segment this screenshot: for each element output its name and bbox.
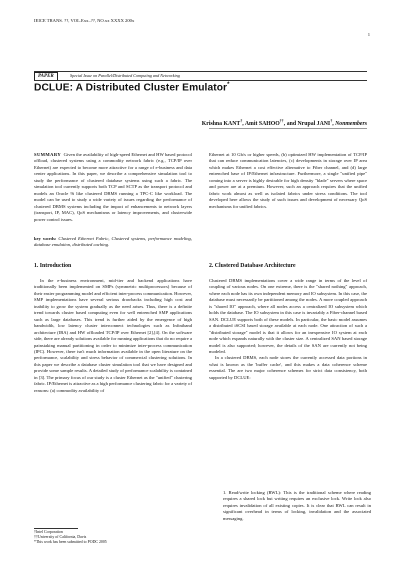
abstract-label: SUMMARY <box>34 152 62 157</box>
abstract-text: Given the availability of high-speed Ethernet and HW based protocol offload, clustered systems using a commodity network fabric (e.g., TCP/IP over Ethernet) are expected to become more attractive for a range of e-business and data center applications. In this paper, we describe a comprehensive simulation tool to study the performance of clustered database systems using such a fabric. The simulation tool currently supports both TCP and SCTP as the transport protocol and models an Oracle 9i like clustered DBMS running a TPC-C like workload. The model can be used to study a wide variety of issues regarding the performance of clustered DBMS systems including the impact of enhancements to network layers (transport, IP, MAC), QoS mechanisms or latency improvements, and clusterwide power control issues. <box>34 152 192 222</box>
running-header: IEICE TRANS. ??, VOL.Exx–??, NO.xx XXXX 200x <box>34 18 135 23</box>
author-3-prefix <box>287 121 331 127</box>
footnote-rule <box>34 528 78 529</box>
author-2-mark: †† <box>279 118 284 123</box>
intro-continuation-text: Ethernet at 10 Gb/s or higher speeds, (b) optimized HW implementation of TCP/IP that can reduce communication latencies, (c) developments in storage over IP area which makes Ethernet a cost effective alternative to Fiber channel, and (d) large entrenched base of IP/Ethernet infrastructure. Furthermore, a single "unified pipe" coming into a server is highly desirable for high density "blade" servers where space and power are at a premium. However, such an approach requires that the unified fabric work almost as well as isolated fabrics under stress conditions. The tool developed here allows the study of such issues and development of necessary QoS mechanisms for unified fabrics. <box>209 152 367 209</box>
author-1: Krishna KANT <box>201 120 241 127</box>
keywords-text: Clustered Ethernet Fabric, Clustered systems, performance modeling, database emulation, distributed caching. <box>34 236 192 248</box>
paper-title <box>34 82 230 93</box>
list-item: 1. Read/write locking (RWL): This is the traditional scheme where reading requires a shared lock but writing requires an exclusive lock. Write lock also requires invalidation of all existing copies. It is clear that RWL can result in significant overhead in terms of locking, invalidation and the associated messaging. <box>223 490 371 521</box>
author-rule <box>209 128 367 129</box>
intro-paragraph: In the e-business environment, mid-tier and backend applications have traditionally been implemented on SMPs (symmetric multiprocessors) because of their easier programming model and efficient inter-process communication. However, SMP implementations have several serious drawbacks including high cost and inability to grow the system gradually as the need arises. Thus, there is a definite trend towards cluster based computing even for well entrenched SMP applications such as large databases. This trend is further aided by the emergence of high bandwidth, low latency cluster interconnect technologies such as Infiniband architecture (IBA) and HW offloaded TCP/IP over Ethernet [2],[4]. On the software side, there are already solutions available for running applications that do no require a painstaking manual partitioning in order to minimize inter-process communication (IPC). However, there isn't much information available in the open literature on the performance, scalability and stress behavior of commercial clustering solutions. In this paper we describe a database cluster simulation tool that we have designed and provide some sample results. A detailed study of performance scalability is contained in [3]. The primary focus of our study is a cluster Ethernet as the "unified" clustering fabric. IP/Ethernet is attractive as a high performance clustering fabric for a variety of reasons: (a) commodity availability of <box>34 278 192 393</box>
author-1-mark: † <box>240 118 243 123</box>
author-3: and Nrupal JANI <box>286 120 331 127</box>
paper-title-text: DCLUE: A Distributed Cluster Emulator <box>34 82 228 94</box>
title-rule <box>34 80 367 81</box>
special-issue-note: Special Issue on Parallel/Distributed Computing and Networking <box>70 73 180 78</box>
author-line: Krishna KANT†, Amit SAHOO††, and Nrupal JANI†, Nonmembers <box>201 118 367 127</box>
cluster-heading: 2. Clustered Database Architecture <box>209 263 296 269</box>
top-rule <box>34 71 367 72</box>
intro-body <box>34 278 192 394</box>
page-number: 1 <box>367 32 370 37</box>
abstract <box>34 152 192 223</box>
cluster-body <box>209 278 367 381</box>
footnote-affiliation-2: ††University of California, Davis <box>34 535 87 540</box>
intro-continuation <box>209 152 367 210</box>
author-status: Nonmembers <box>335 120 367 127</box>
coherence-list <box>213 490 371 522</box>
author-2: Amit SAHOO <box>244 120 280 127</box>
paper-label: PAPER <box>34 72 58 81</box>
cluster-paragraph-2: In a clustered DBMS, each node stores the currently accessed data portions in what is known as the 'buffer cache', and this makes a data coherence scheme essential. The are two major coherence schemes for strict data consistency, both supported by DCLUE: <box>209 355 367 380</box>
author-3-mark: † <box>330 118 333 123</box>
cluster-paragraph-1: Clustered DBMS implementations cover a wide range in terms of the level of coupling of various nodes. On one extreme, there is the "shared nothing" approach, where each node has its own independent memory and IO subsystem. In this case, the database must necessarily be partitioned among the nodes. A more coupled approach is "shared IO" approach, where all nodes access a centralized IO subsystem which holds the database. The IO subsystem in this case is invariably a Fiber-channel based SAN. DCLUE supports both of these models. In particular, the basic model assumes a distributed iSCSI based storage available at each node. One attraction of such a "distributed storage" model is that it allows for an inexpensive IO system at each node which expands naturally with the cluster size. A centralized SAN based storage model is also supported; however, the details of the SAN are currently not being modeled. <box>209 278 367 354</box>
intro-heading: 1. Introduction <box>34 263 72 269</box>
footnote-submission: *This work has been submitted to PODC 2005 <box>34 540 107 545</box>
title-footnote-mark: * <box>227 82 230 88</box>
footnotes <box>34 530 107 546</box>
keywords-label: key words: <box>34 236 57 241</box>
footnote-affiliation-1: †Intel Corporation <box>34 530 63 534</box>
keywords <box>34 236 192 249</box>
